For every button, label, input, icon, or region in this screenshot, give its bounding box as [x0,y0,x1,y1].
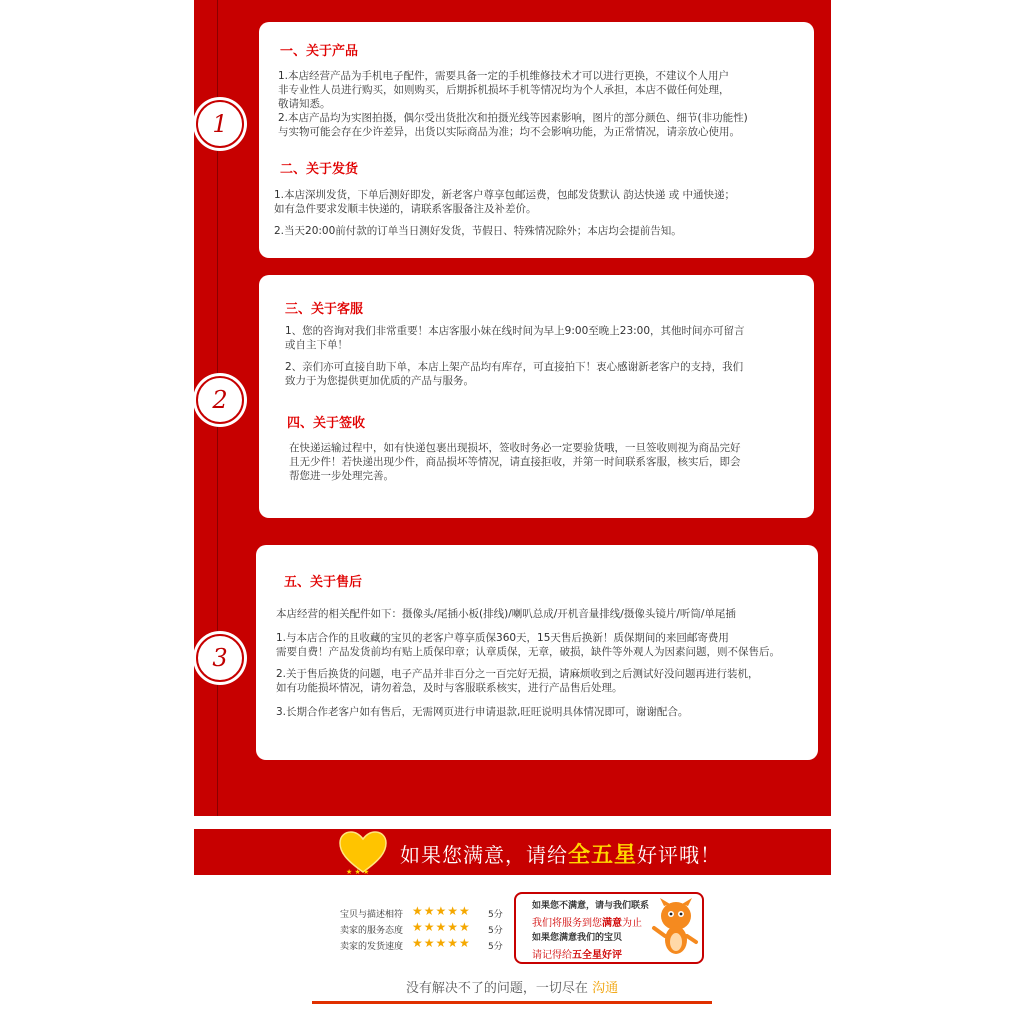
step-number-1: 1 [196,100,244,148]
card-service-receipt [259,275,814,518]
paragraph-receipt: 在快递运输过程中，如有快递包裹出现损坏，签收时务必一定要验货哦，一旦签收则视为商品完好 且无少件！若快递出现少件，商品损坏等情况，请直接拒收，并第一时间联系客服，核实后，即会 帮您进一步处理完善。 [289,442,741,482]
footer-highlight: 沟通 [592,981,619,996]
banner-highlight: 全五星 [568,843,638,868]
banner-prefix: 如果您满意，请给 [400,843,568,867]
contact-line-2c: 为止 [622,918,642,929]
contact-line-2 [532,914,642,929]
contact-line-3: 如果您满意我们的宝贝 [532,933,623,943]
rating-stars: ★★★★★ [412,904,471,918]
heading-customer-service: 三、关于客服 [285,302,364,317]
paragraph-shipping-2: 2.当天20:00前付款的订单当日测好发货，节假日、特殊情况除外；本店均会提前告知。 [274,225,682,237]
footer-text-main: 没有解决不了的问题，一切尽在 [405,981,593,996]
paragraph-product: 1.本店经营产品为手机电子配件，需要具备一定的手机维修技术才可以进行更换，不建议个人用户 非专业性人员进行购买，如则购买，后期拆机损坏手机等情况均为个人承担，本店不做任何处理， 敬请知悉。 2.本店产品均为实图拍摄，偶尔受出货批次和拍摄光线等因素影响，图片的部分颜色、细节(非功能性) 与实物可能会存在少许差异，出货以实际商品为准；均不会影响功能，为正常情况，请亲放心使用。 [278,70,748,138]
connector-line [217,0,218,100]
banner-suffix: 好评哦！ [637,843,722,867]
rating-score: 5分 [488,910,503,920]
rating-score: 5分 [488,942,503,952]
heart-handshake-icon [336,828,390,876]
paragraph-warranty: 1.与本店合作的且收藏的宝贝的老客户尊享质保360天，15天售后换新！质保期间的来回邮寄费用 需要自费！产品发货前均有贴上质保印章；认章质保，无章，破损，缺件等外观人为因素问题，则不保售后。 [276,632,780,658]
card-product-shipping [259,22,814,258]
step-number-3: 3 [196,634,244,682]
heading-about-product: 一、关于产品 [280,44,359,59]
contact-box [514,892,704,964]
rating-score: 5分 [488,926,503,936]
step-number-2: 2 [196,376,244,424]
mascot-icon [650,898,700,960]
heading-after-sales: 五、关于售后 [284,575,363,590]
rating-label: 卖家的服务态度 [340,926,404,936]
rating-label: 卖家的发货速度 [340,942,404,952]
heading-receipt: 四、关于签收 [287,416,366,431]
paragraph-shipping-1: 1.本店深圳发货，下单后测好即发，新老客户尊享包邮运费，包邮发货默认 韵达快递 或 中通快递； 如有急件要求发顺丰快递的，请联系客服备注及补差价。 [274,189,736,215]
contact-line-1: 如果您不满意，请与我们联系 [532,901,650,911]
contact-line-2a: 我们将服务到您 [532,918,602,929]
rating-stars: ★★★★★ [412,936,471,950]
contact-line-4a: 请记得给 [532,950,572,961]
contact-line-2b: 满意 [602,918,622,929]
svg-text:★ ★ ★: ★ ★ ★ [346,868,370,876]
rating-label: 宝贝与描述相符 [340,910,404,920]
contact-line-4b: 五全星好评 [572,950,622,961]
connector-line [217,422,218,634]
paragraph-longterm: 3.长期合作老客户如有售后，无需网页进行申请退款,旺旺说明具体情况即可，谢谢配合。 [276,706,689,718]
connector-line [217,680,218,816]
paragraph-service-1: 1、您的咨询对我们非常重要！本店客服小妹在线时间为早上9:00至晚上23:00，其他时间亦可留言 或自主下单！ [285,325,745,351]
paragraph-service-2: 2、亲们亦可直接自助下单，本店上架产品均有库存，可直接拍下！衷心感谢新老客户的支持，我们 致力于为您提供更加优质的产品与服务。 [285,361,744,387]
contact-line-4 [532,946,622,961]
paragraph-parts-list: 本店经营的相关配件如下：摄像头/尾插小板(排线)/喇叭总成/开机音量排线/摄像头镜片/听筒/单尾插 [276,608,736,620]
footer-text [0,977,1024,996]
banner-text [400,838,721,869]
rating-stars: ★★★★★ [412,920,471,934]
heading-about-shipping: 二、关于发货 [280,162,359,177]
footer-underline [312,1001,712,1004]
card-after-sales [256,545,818,760]
paragraph-exchange: 2.关于售后换货的问题，电子产品并非百分之一百完好无损，请麻烦收到之后测试好没问题再进行装机， 如有功能损坏情况，请勿着急，及时与客服联系核实，进行产品售后处理。 [276,668,759,694]
connector-line [217,146,218,376]
